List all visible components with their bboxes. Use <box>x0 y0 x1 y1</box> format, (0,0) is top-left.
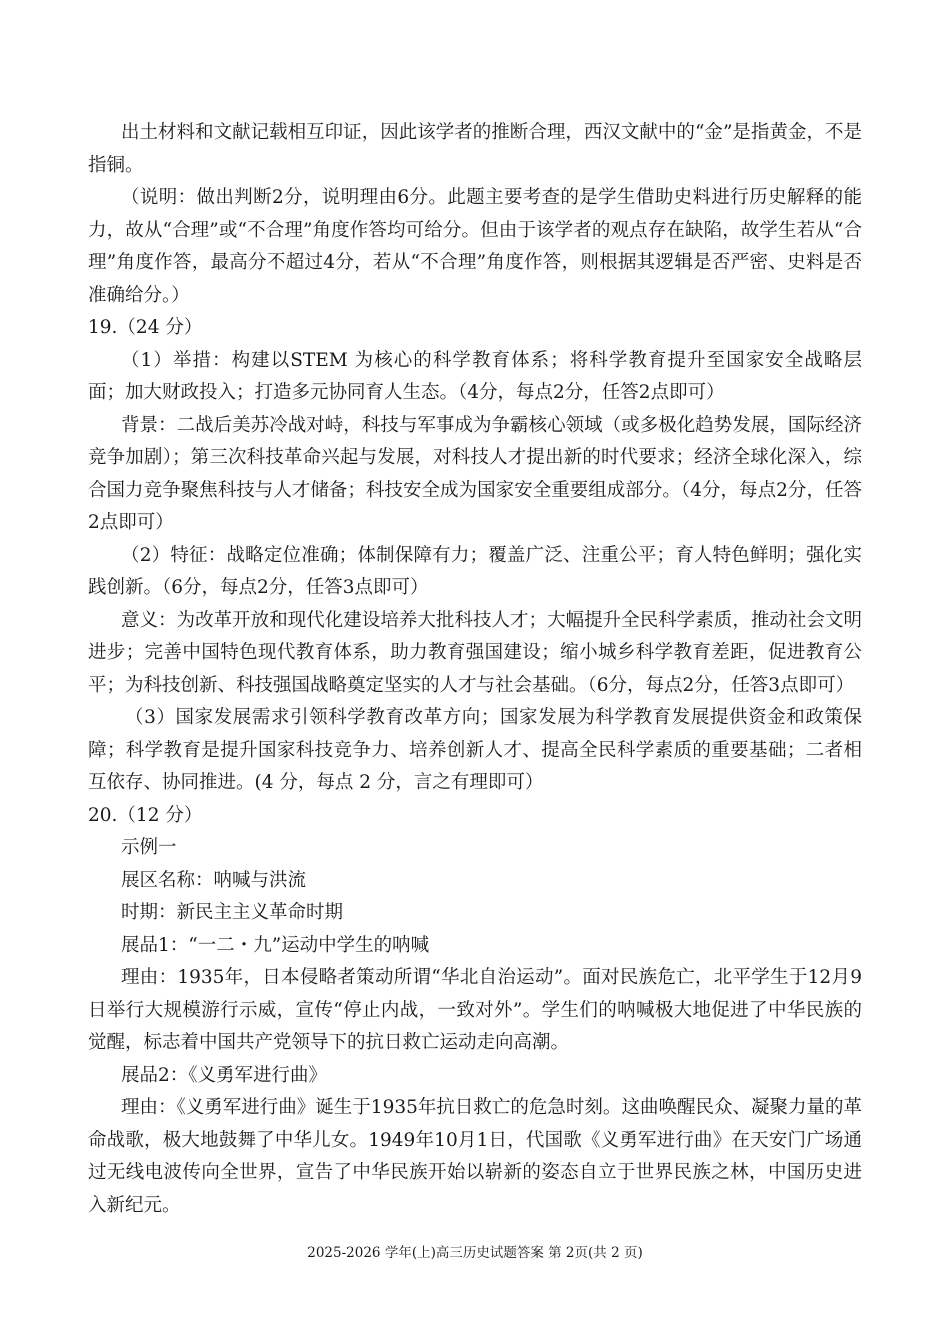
exhibit-1-reason: 理由：1935年，日本侵略者策动所谓“华北自治运动”。面对民族危亡，北平学生于12月9日举行大规模游行示威，宣传“停止内战，一致对外”。学生们的呐喊极大地促进了中华民族的觉醒，标志着中国共产党领导下的抗日救亡运动走向高潮。 <box>88 967 862 1053</box>
answer-page-body <box>88 117 862 1222</box>
page-footer: 2025-2026 学年(上)高三历史试题答案 第 2页(共 2 页) <box>307 1245 643 1261</box>
exhibition-area-name: 展区名称：呐喊与洪流 <box>121 869 307 891</box>
example-heading: 示例一 <box>121 837 177 858</box>
question-number-20: 20.（12 分） <box>88 804 203 826</box>
answer-19-1-background: 背景：二战后美苏冷战对峙，科技与军事成为争霸核心领域（或多极化趋势发展，国际经济竞争加剧）；第三次科技革命兴起与发展，对科技人才提出新的时代要求；经济全球化深入，综合国力竞争聚焦科技与人才储备；科技安全成为国家安全重要组成部分。（4分，每点2分，任答2点即可） <box>88 414 862 533</box>
question-number-19: 19.（24 分） <box>88 317 203 338</box>
answer-19-2-features: （2）特征：战略定位准确；体制保障有力；覆盖广泛、注重公平；育人特色鲜明；强化实践创新。（6分，每点2分，任答3点即可） <box>88 544 862 598</box>
exhibit-2-title: 展品2：《义勇军进行曲》 <box>121 1064 328 1086</box>
scoring-note: （说明：做出判断2分，说明理由6分。此题主要考查的是学生借助史料进行历史解释的能力，故从“合理”或“不合理”角度作答均可给分。但由于该学者的观点存在缺陷，故学生若从“合理”角度作答，最高分不超过4分，若从“不合理”角度作答，则根据其逻辑是否严密、史料是否准确给分。） <box>88 187 862 306</box>
answer-19-1-measures: （1）举措：构建以STEM 为核心的科学教育体系；将科学教育提升至国家安全战略层面；加大财政投入；打造多元协同育人生态。（4分，每点2分，任答2点即可） <box>88 349 862 403</box>
exhibit-2-reason: 理由：《义勇军进行曲》诞生于1935年抗日救亡的危急时刻。这曲唤醒民众、凝聚力量的革命战歌，极大地鼓舞了中华儿女。1949年10月1日，代国歌《义勇军进行曲》在天安门广场通过无线电波传向全世界，宣告了中华民族开始以崭新的姿态自立于世界民族之林，中国历史进入新纪元。 <box>88 1097 862 1216</box>
answer-paragraph: 出土材料和文献记载相互印证，因此该学者的推断合理，西汉文献中的“金”是指黄金，不是指铜。 <box>88 122 862 176</box>
exhibition-period: 时期：新民主主义革命时期 <box>121 902 344 923</box>
answer-19-3: （3）国家发展需求引领科学教育改革方向；国家发展为科学教育发展提供资金和政策保障；科学教育是提升国家科技竞争力、培养创新人才、提高全民科学素质的重要基础；二者相互依存、协同推进。(4 分，每点 2 分，言之有理即可） <box>88 707 862 793</box>
exhibit-1-title: 展品1：“一二・九”运动中学生的呐喊 <box>121 934 430 956</box>
answer-19-2-significance: 意义：为改革开放和现代化建设培养大批科技人才；大幅提升全民科学素质，推动社会文明进步；完善中国特色现代教育体系，助力教育强国建设；缩小城乡科学教育差距，促进教育公平；为科技创新、科技强国战略奠定坚实的人才与社会基础。（6分，每点2分，任答3点即可） <box>88 609 862 696</box>
